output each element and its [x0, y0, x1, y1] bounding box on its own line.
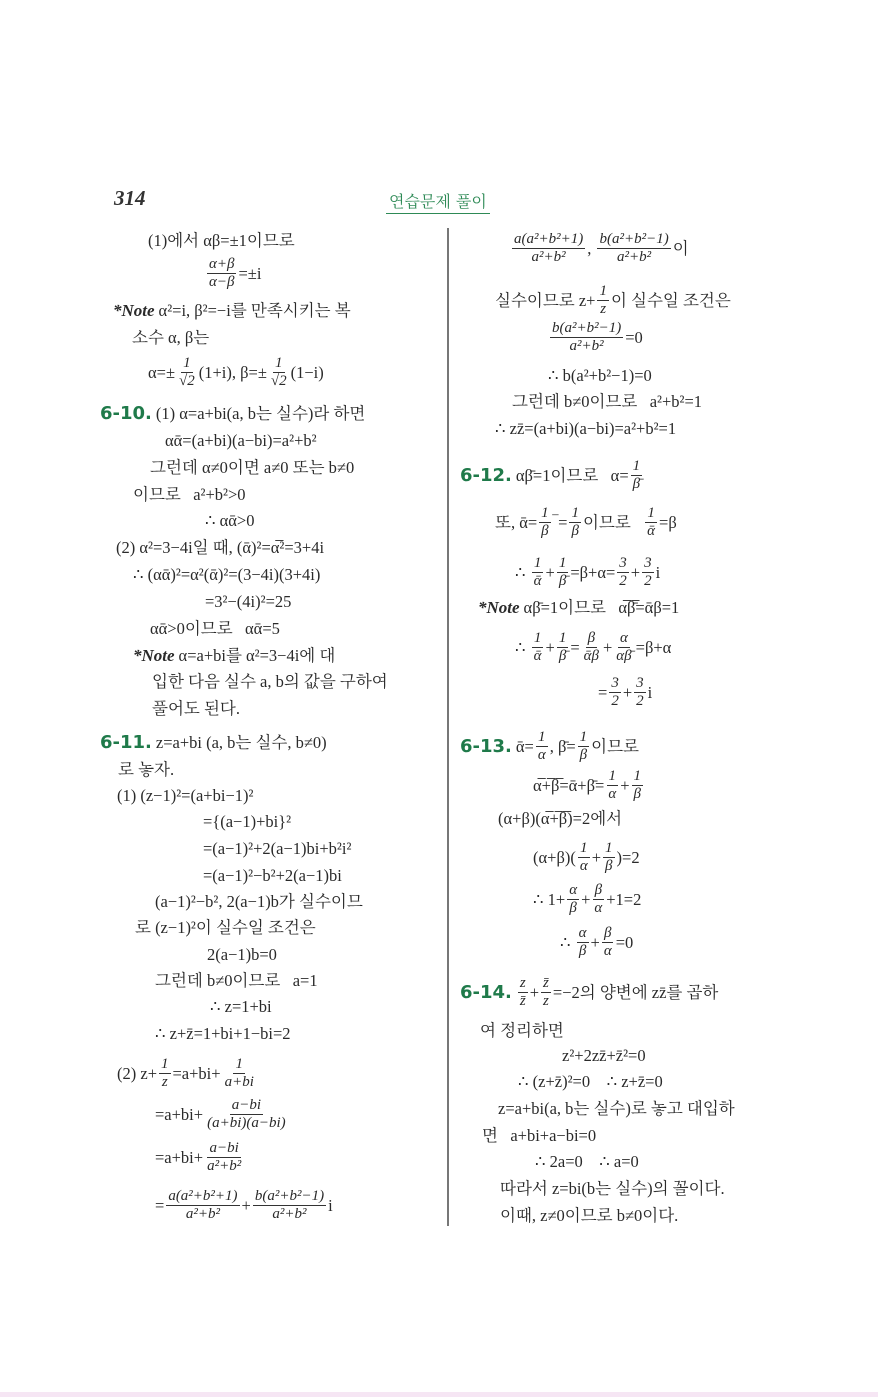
fraction — [207, 256, 236, 291]
math-text: (2) α²=3−4i일 때, (ᾱ)²=α̅²=3+4i — [116, 538, 325, 557]
math-text: (α+β)(α̅+̅β̅)=2에서 — [498, 809, 623, 828]
fraction-numerator: z — [519, 975, 526, 991]
math-text: ∴ — [515, 637, 530, 657]
math-text: = — [598, 682, 608, 702]
fraction-numerator: 1 — [605, 840, 613, 856]
math-text: =(a−1)²+2(a−1)bi+b²i² — [203, 839, 352, 858]
fraction-denominator: α — [594, 900, 603, 916]
math-text: 풀어도 된다. — [152, 699, 240, 718]
solution-line — [533, 768, 645, 803]
fraction-numerator: β — [587, 630, 596, 646]
math-text: ‾= — [552, 512, 568, 532]
fraction-denominator: β̄ — [632, 476, 641, 492]
page-edge — [0, 1392, 878, 1397]
fraction-denominator: β — [605, 858, 613, 874]
fraction-denominator: 2 — [644, 573, 652, 589]
math-text: =3²−(4i)²=25 — [205, 592, 292, 611]
fraction-numerator: 1 — [183, 355, 191, 371]
math-text: ᾱ= — [515, 736, 534, 756]
fraction — [578, 729, 590, 764]
math-text: 따라서 z=bi(b는 실수)의 꼴이다. — [500, 1179, 725, 1198]
fraction — [550, 320, 623, 355]
problem-6-14-line — [460, 975, 718, 1010]
math-text: , β̄= — [549, 736, 576, 756]
fraction-denominator: z̄ — [519, 993, 526, 1009]
math-text: = — [155, 1195, 165, 1215]
math-text: + — [591, 847, 602, 867]
solution-line — [118, 760, 174, 780]
solution-line — [548, 320, 643, 355]
solution-line — [203, 812, 291, 832]
fraction-denominator: (a+bi)(a−bi) — [207, 1115, 286, 1131]
problem-number: 6-10. — [100, 403, 152, 424]
math-text: + — [620, 775, 630, 795]
math-text: 입한 다음 실수 a, b의 값을 구하여 — [152, 672, 388, 691]
fraction-denominator: ᾱ — [647, 523, 656, 539]
math-text: 이때, z≠0이므로 b≠0이다. — [500, 1206, 679, 1225]
math-text: 이므로 a²+b²>0 — [133, 485, 246, 504]
math-text: ∴ z=1+bi — [210, 997, 272, 1016]
math-text: + — [529, 982, 540, 1002]
fraction — [567, 882, 579, 917]
solution-line — [500, 1179, 725, 1199]
fraction — [177, 355, 197, 390]
fraction-denominator: ᾱ — [533, 573, 542, 589]
math-text: =a+bi+ — [155, 1104, 204, 1124]
fraction-denominator: a²+b² — [569, 338, 604, 354]
problem-number: 6-13. — [460, 735, 512, 757]
fraction — [541, 975, 551, 1010]
fraction-numerator: a(a²+b²+1) — [168, 1188, 238, 1204]
math-text: 이므로 — [591, 736, 639, 756]
solution-line — [205, 256, 261, 291]
fraction — [159, 1056, 171, 1091]
fraction-denominator: β — [578, 943, 587, 959]
solution-line — [515, 630, 671, 665]
math-text: 그런데 α≠0이면 a≠0 또는 b≠0 — [150, 458, 355, 477]
fraction-numerator: β — [604, 925, 612, 941]
solution-line — [518, 1072, 663, 1092]
math-text: 실수이므로 z+ — [495, 290, 596, 310]
fraction-numerator: b(a²+b²−1) — [254, 1188, 325, 1204]
fraction-denominator: β — [579, 747, 588, 763]
solution-line — [515, 555, 660, 590]
math-text: =−2의 양변에 zz̄를 곱하 — [552, 982, 719, 1002]
fraction-numerator: 3 — [619, 555, 627, 571]
fraction-numerator: α — [578, 925, 587, 941]
fraction-numerator: α+β — [209, 256, 235, 272]
math-text: 로 (z−1)²이 실수일 조건은 — [135, 918, 316, 937]
math-text: ∴ zz̄=(a+bi)(a−bi)=a²+b²=1 — [495, 419, 677, 438]
fraction — [597, 231, 670, 266]
math-text: (2) z+ — [117, 1063, 157, 1083]
math-text: ∴ 1+ — [533, 889, 566, 909]
math-text: ∴ 2a=0 ∴ a=0 — [535, 1152, 639, 1171]
math-text: =β — [659, 512, 677, 532]
solution-line — [155, 1024, 291, 1044]
math-text: ∴ — [560, 932, 575, 952]
fraction-numerator: a−bi — [231, 1097, 261, 1113]
fraction-numerator: 1 — [599, 283, 607, 299]
solution-line — [495, 283, 731, 318]
math-text: αβ̄=1이므로 α̅β̄̅=ᾱβ=1 — [523, 598, 680, 617]
problem-number: 6-14. — [460, 981, 512, 1003]
fraction-numerator: 1 — [275, 355, 283, 371]
math-text: ∴ b(a²+b²−1)=0 — [548, 366, 652, 385]
solution-line — [498, 809, 622, 829]
solution-line — [495, 419, 676, 439]
fraction-numerator: 3 — [636, 675, 644, 691]
math-text: αᾱ=(a+bi)(a−bi)=a²+b² — [165, 431, 317, 450]
page-number: 314 — [114, 186, 146, 210]
note-marker: *Note — [478, 598, 520, 617]
fraction-denominator: α — [608, 786, 617, 802]
math-text: + — [545, 562, 555, 582]
math-text: (a−1)²−b², 2(a−1)b가 실수이므 — [155, 892, 363, 911]
solution-line — [498, 1099, 735, 1119]
math-text: =0 — [625, 327, 643, 347]
fraction-denominator: a²+b² — [617, 249, 652, 265]
fraction-denominator: β̄ — [558, 648, 567, 664]
problem-6-13-line — [460, 729, 639, 764]
fraction — [512, 231, 585, 266]
fraction-denominator: 2 — [611, 693, 619, 709]
solution-line — [203, 839, 351, 859]
fraction — [645, 505, 657, 540]
fraction-denominator: β — [571, 523, 579, 539]
math-text: =(a−1)²−b²+2(a−1)bi — [203, 866, 342, 885]
fraction — [539, 505, 551, 540]
note-marker: *Note — [113, 301, 155, 320]
math-text: )=2 — [616, 847, 640, 867]
fraction — [205, 1140, 243, 1175]
fraction — [632, 768, 644, 803]
math-text: (1) (z−1)²=(a+bi−1)² — [117, 786, 254, 805]
solution-line — [512, 392, 702, 412]
fraction — [532, 630, 544, 665]
solution-line — [205, 592, 291, 612]
math-text: + — [602, 637, 613, 657]
fraction-numerator: 1 — [632, 458, 641, 474]
fraction — [634, 675, 646, 710]
fraction — [166, 1188, 239, 1223]
solution-line — [148, 231, 295, 251]
note-line — [478, 598, 679, 618]
problem-number: 6-11. — [100, 732, 152, 753]
math-text: αβ̄=1이므로 α= — [515, 465, 629, 485]
solution-line — [203, 866, 342, 886]
math-text: ∴ z+z̄=1+bi+1−bi=2 — [155, 1024, 291, 1043]
solution-line — [207, 945, 277, 965]
fraction-numerator: z̄ — [543, 975, 549, 991]
math-text: =±i — [238, 263, 262, 283]
solution-line — [135, 918, 316, 938]
fraction-denominator: √2 — [179, 373, 195, 389]
solution-line — [155, 892, 363, 912]
math-text: , — [587, 238, 596, 258]
math-text: 그런데 b≠0이므로 a²+b²=1 — [512, 392, 703, 411]
fraction-numerator: 3 — [611, 675, 619, 691]
solution-line — [117, 786, 253, 806]
solution-line — [205, 511, 254, 531]
math-text: + — [590, 932, 600, 952]
fraction-numerator: 1 — [579, 729, 588, 745]
math-text: 2(a−1)b=0 — [207, 945, 277, 964]
section-title: 연습문제 풀이 — [386, 189, 490, 214]
fraction-denominator: a+bi — [224, 1074, 254, 1090]
solution-line — [155, 971, 318, 991]
fraction-numerator: b(a²+b²−1) — [552, 320, 622, 336]
fraction-numerator: 1 — [580, 840, 588, 856]
math-text: α²=i, β²=−i를 만족시키는 복 — [158, 301, 351, 320]
fraction-numerator: 1 — [161, 1056, 169, 1072]
math-text: i — [647, 682, 653, 702]
fraction-numerator: a(a²+b²+1) — [514, 231, 584, 247]
fraction-denominator: β — [569, 900, 577, 916]
fraction-numerator: α — [569, 882, 578, 898]
solution-line — [155, 1188, 333, 1223]
math-text: (1−i) — [290, 362, 324, 382]
solution-line — [116, 538, 324, 558]
fraction-numerator: 1 — [633, 768, 641, 784]
solution-line — [132, 328, 209, 348]
math-text: 소수 α, β는 — [132, 328, 210, 347]
note-marker: *Note — [133, 646, 175, 665]
solution-line — [495, 505, 677, 540]
solution-line — [562, 1046, 646, 1066]
solution-line — [155, 1140, 245, 1175]
fraction — [631, 458, 643, 493]
fraction — [597, 283, 609, 318]
fraction-numerator: 1 — [558, 555, 567, 571]
solution-line — [482, 1126, 596, 1146]
fraction — [536, 729, 548, 764]
solution-line — [598, 675, 652, 710]
fraction — [578, 840, 590, 875]
fraction-numerator: 1 — [538, 729, 546, 745]
fraction — [205, 1097, 288, 1132]
solution-line — [155, 1097, 290, 1132]
fraction-denominator: ᾱβ — [583, 648, 599, 664]
fraction-numerator: 1 — [533, 630, 542, 646]
problem-6-10-line — [100, 404, 365, 424]
column-divider — [447, 228, 449, 1226]
fraction-numerator: 1 — [558, 630, 567, 646]
fraction-numerator: 1 — [608, 768, 616, 784]
fraction-denominator: β — [541, 523, 549, 539]
fraction — [532, 555, 544, 590]
math-text: (1) α=a+bi(a, b는 실수)라 하면 — [155, 404, 366, 423]
fraction-denominator: β̄ — [558, 573, 567, 589]
solution-line — [548, 366, 652, 386]
math-text: α̅+̅β̅=ᾱ+β̄= — [533, 775, 605, 795]
math-text: ∴ αᾱ>0 — [205, 511, 255, 530]
math-text: 이 실수일 조건은 — [610, 290, 731, 310]
solution-line — [480, 1021, 564, 1041]
fraction-denominator: α — [603, 943, 612, 959]
fraction-denominator: ᾱ — [533, 648, 542, 664]
math-text: + — [241, 1195, 251, 1215]
fraction-denominator: α−β — [209, 274, 235, 290]
solution-line — [560, 925, 633, 960]
solution-line — [210, 997, 272, 1017]
fraction-denominator: 2 — [619, 573, 627, 589]
fraction-denominator: z — [161, 1074, 168, 1090]
math-text: 또, ᾱ= — [495, 512, 538, 532]
fraction — [642, 555, 654, 590]
solution-line — [152, 672, 388, 692]
math-text: + — [545, 637, 555, 657]
fraction-denominator: z — [600, 301, 607, 317]
math-text: 그런데 b≠0이므로 a=1 — [155, 971, 318, 990]
solution-line — [150, 458, 354, 478]
math-text: = — [570, 637, 580, 657]
math-text: z²+2zz̄+z̄²=0 — [562, 1046, 646, 1065]
fraction — [592, 882, 604, 917]
fraction-numerator: 1 — [647, 505, 655, 521]
math-text: =a+bi+ — [155, 1147, 204, 1167]
fraction — [269, 355, 289, 390]
note-line — [133, 646, 335, 666]
fraction-numerator: a−bi — [209, 1140, 239, 1156]
solution-line — [152, 699, 240, 719]
math-text: ={(a−1)+bi}² — [203, 812, 292, 831]
solution-line — [165, 431, 317, 451]
solution-line — [133, 485, 246, 505]
fraction — [577, 925, 589, 960]
solution-line — [133, 565, 320, 585]
problem-6-12-line — [460, 458, 644, 493]
fraction — [557, 555, 569, 590]
math-text: (α+β)( — [533, 847, 576, 867]
solution-line — [148, 355, 324, 390]
math-text: z=a+bi(a, b는 실수)로 놓고 대입하 — [498, 1099, 735, 1118]
math-text: + — [630, 562, 641, 582]
math-text: 로 놓자. — [118, 760, 175, 779]
math-text: ∴ (z+z̄)²=0 ∴ z+z̄=0 — [518, 1072, 663, 1091]
math-text: + — [581, 889, 591, 909]
fraction — [557, 630, 569, 665]
fraction — [614, 630, 633, 665]
fraction-numerator: b(a²+b²−1) — [599, 231, 669, 247]
fraction-numerator: 1 — [533, 555, 542, 571]
problem-number: 6-12. — [460, 464, 512, 486]
fraction-denominator: 2 — [636, 693, 644, 709]
fraction — [609, 675, 621, 710]
fraction — [603, 840, 615, 875]
solution-line — [500, 1206, 678, 1226]
solution-line — [535, 1152, 639, 1172]
fraction — [602, 925, 614, 960]
math-text: =β+α= — [570, 562, 616, 582]
math-text: (1+i), β=± — [198, 362, 267, 382]
fraction — [569, 505, 581, 540]
math-text: z=a+bi (a, b는 실수, b≠0) — [155, 733, 327, 752]
math-text: i — [655, 562, 661, 582]
fraction — [518, 975, 528, 1010]
fraction-denominator: a²+b² — [185, 1206, 220, 1222]
fraction-numerator: 3 — [644, 555, 652, 571]
fraction — [223, 1056, 256, 1091]
math-text: α=± — [148, 362, 176, 382]
solution-line — [117, 1056, 258, 1091]
problem-6-11-line — [100, 733, 327, 753]
solution-line — [150, 619, 280, 639]
math-text: + — [622, 682, 633, 702]
math-text: (1)에서 αβ=±1이므로 — [148, 231, 295, 250]
fraction — [253, 1188, 326, 1223]
fraction-denominator: a²+b² — [531, 249, 566, 265]
fraction — [606, 768, 618, 803]
note-line — [113, 301, 351, 321]
solution-line — [533, 882, 641, 917]
math-text: α=a+bi를 α²=3−4i에 대 — [178, 646, 336, 665]
fraction-denominator: a²+b² — [272, 1206, 307, 1222]
fraction-numerator: β — [594, 882, 603, 898]
fraction-denominator: √2 — [270, 373, 287, 389]
fraction-numerator: α — [620, 630, 628, 646]
fraction — [582, 630, 601, 665]
fraction-numerator: 1 — [571, 505, 579, 521]
math-text: ∴ — [515, 562, 530, 582]
fraction-denominator: z — [543, 993, 549, 1009]
fraction-numerator: 1 — [541, 505, 549, 521]
solution-line — [533, 840, 640, 875]
math-text: +1=2 — [606, 889, 642, 909]
math-text: 여 정리하면 — [480, 1021, 564, 1040]
fraction-denominator: a²+b² — [207, 1158, 242, 1174]
fraction-denominator: β — [633, 786, 641, 802]
math-text: =β+α — [635, 637, 672, 657]
math-text: i — [328, 1195, 333, 1215]
fraction-denominator: α — [579, 858, 588, 874]
solution-line — [510, 231, 689, 266]
math-text: =a+bi+ — [172, 1063, 221, 1083]
fraction-denominator: α — [537, 747, 546, 763]
math-text: =0 — [615, 932, 634, 952]
math-text: αᾱ>0이므로 αᾱ=5 — [150, 619, 280, 638]
math-text: ∴ (αᾱ)²=α²(ᾱ)²=(3−4i)(3+4i) — [133, 565, 321, 584]
math-text: 이 — [672, 238, 689, 258]
fraction-numerator: 1 — [235, 1056, 243, 1072]
fraction-denominator: αβ̄ — [616, 648, 632, 664]
math-text: 이므로 — [582, 512, 644, 532]
math-text: 면 a+bi+a−bi=0 — [482, 1126, 597, 1145]
fraction — [617, 555, 629, 590]
